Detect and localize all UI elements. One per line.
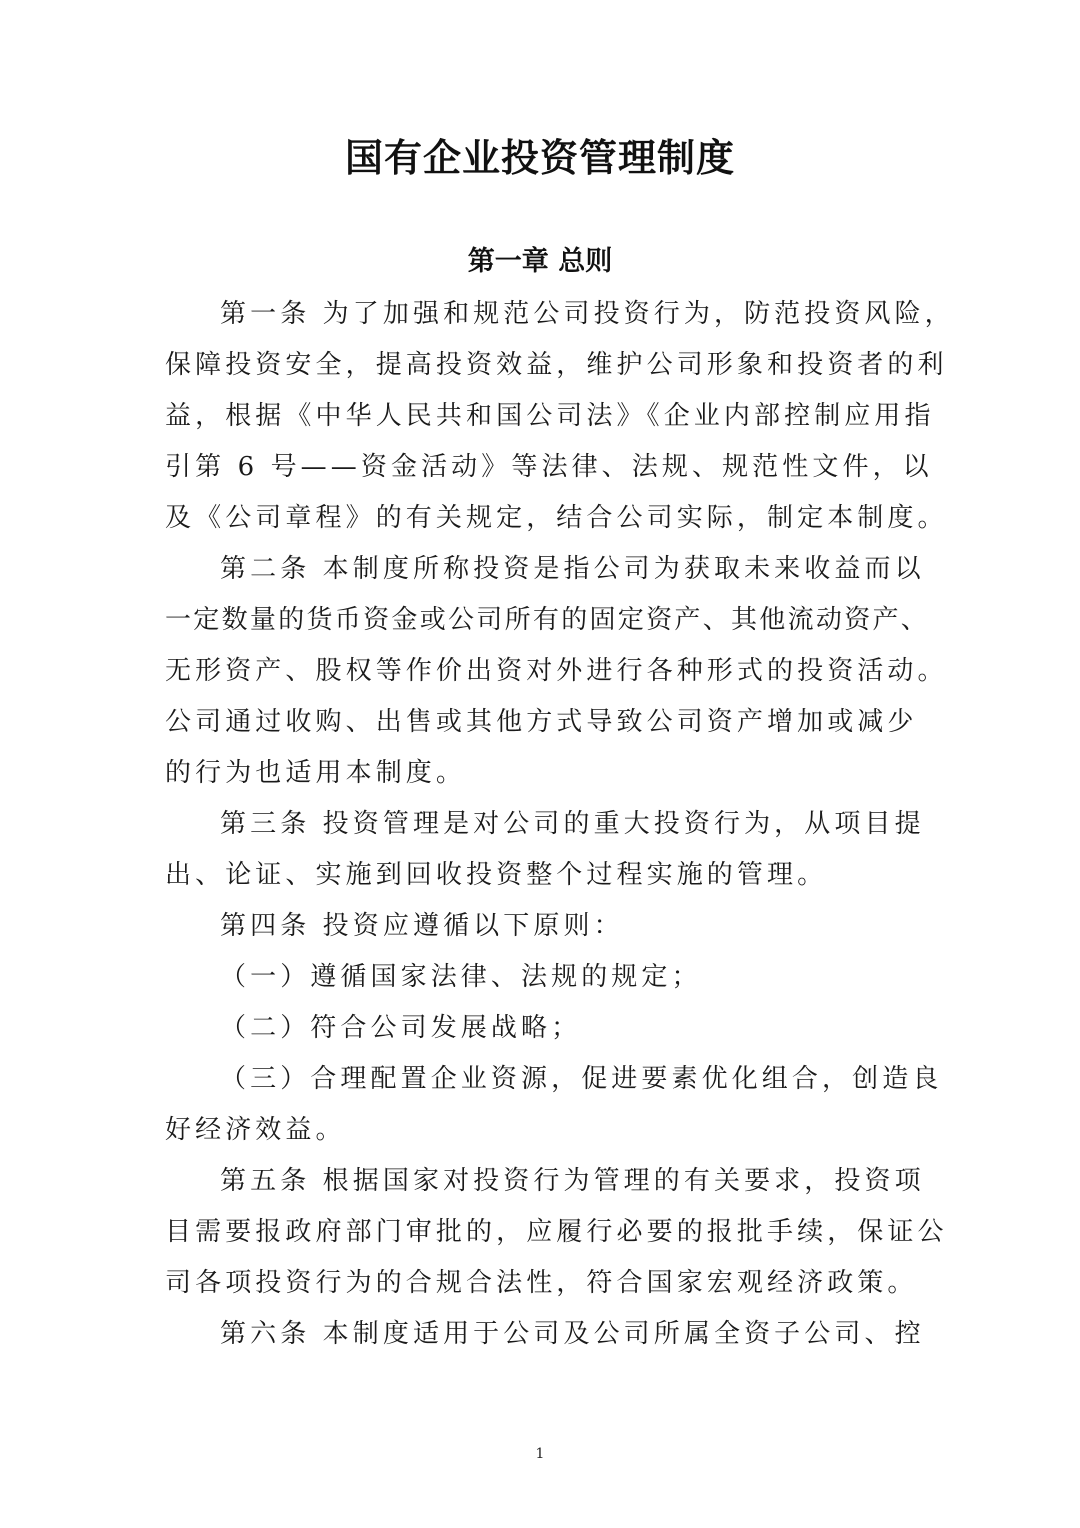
text-line: 无形资产、股权等作价出资对外进行各种形式的投资活动。 [165,656,948,686]
chapter-heading: 第一章 总则 [467,246,613,277]
text-line: 好经济效益。 [165,1115,346,1145]
text-line: 出、论证、实施到回收投资整个过程实施的管理。 [165,860,828,890]
text-line: 一定数量的货币资金或公司所有的固定资产、其他流动资产、 [165,605,930,635]
text-line: 第四条 投资应遵循以下原则： [220,911,624,941]
text-line: 司各项投资行为的合规合法性，符合国家宏观经济政策。 [165,1268,918,1298]
text-line: （三）合理配置企业资源，促进要素优化组合，创造良 [220,1064,943,1094]
text-line: 及《公司章程》的有关规定，结合公司实际，制定本制度。 [165,503,948,533]
text-line: 第六条 本制度适用于公司及公司所属全资子公司、控 [220,1319,925,1349]
text-line: 益，根据《中华人民共和国公司法》《企业内部控制应用指 [165,401,935,431]
text-line: 保障投资安全，提高投资效益，维护公司形象和投资者的利 [165,350,948,380]
page-number: 1 [535,1446,545,1462]
text-line: 第一条 为了加强和规范公司投资行为，防范投资风险， [220,299,955,329]
text-line: 的行为也适用本制度。 [165,758,467,788]
text-line: 引第 6 号——资金活动》等法律、法规、规范性文件，以 [165,452,933,482]
text-line: （一）遵循国家法律、法规的规定； [220,962,702,992]
text-line: 第五条 根据国家对投资行为管理的有关要求，投资项 [220,1166,925,1196]
text-line: 公司通过收购、出售或其他方式导致公司资产增加或减少 [165,707,918,737]
text-line: 目需要报政府部门审批的，应履行必要的报批手续，保证公 [165,1217,948,1247]
text-line: 第二条 本制度所称投资是指公司为获取未来收益而以 [220,554,925,584]
text-line: （二）符合公司发展战略； [220,1013,582,1043]
document-title: 国有企业投资管理制度 [344,136,735,180]
text-line: 第三条 投资管理是对公司的重大投资行为，从项目提 [220,809,925,839]
